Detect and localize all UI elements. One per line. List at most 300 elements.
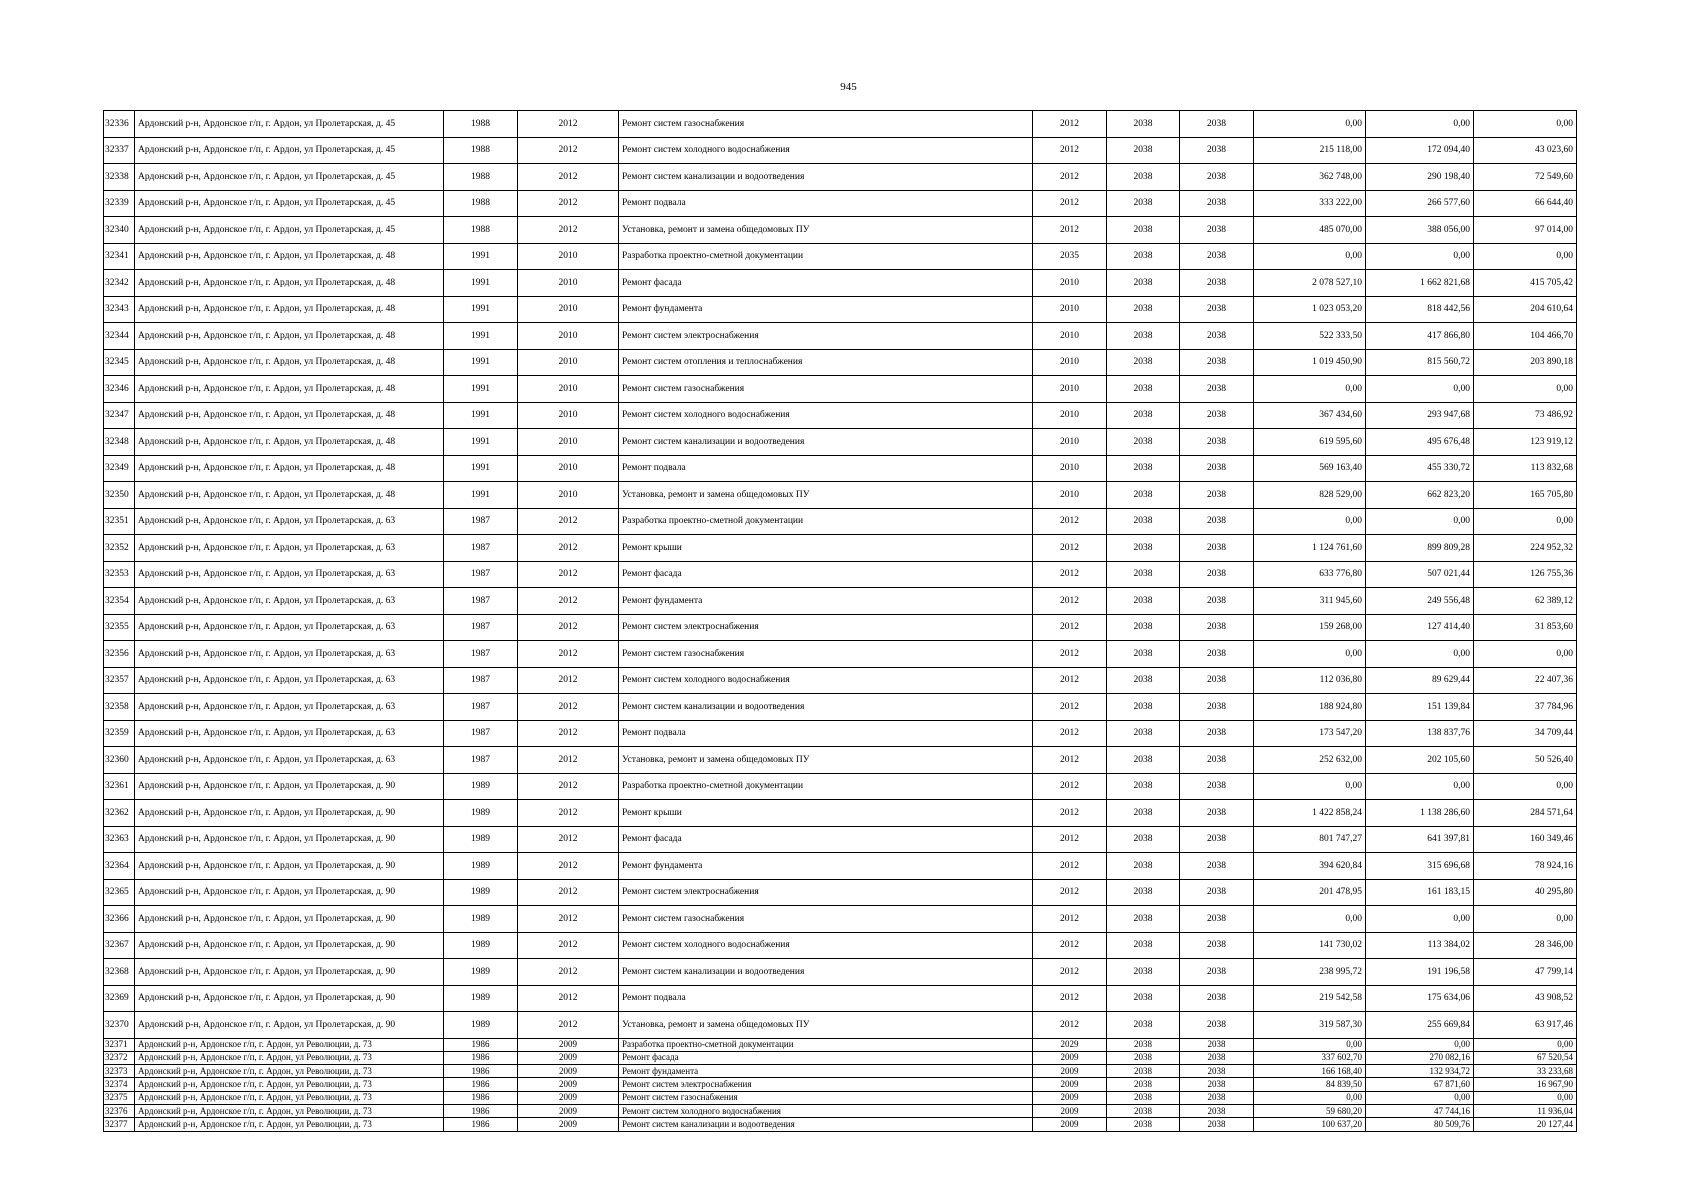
- cell-address: Ардонский р-н, Ардонское г/п, г. Ардон, ул Пролетарская, д. 63: [135, 667, 444, 694]
- cell-total-cost: 188 924,80: [1254, 694, 1366, 721]
- cell-row-id: 32363: [104, 826, 135, 853]
- cell-address: Ардонский р-н, Ардонское г/п, г. Ардон, ул Революции, д. 73: [135, 1065, 444, 1078]
- cell-work-type: Ремонт систем газоснабжения: [619, 111, 1033, 138]
- cell-fund-cost: 0,00: [1366, 1091, 1474, 1104]
- cell-total-cost: 159 268,00: [1254, 614, 1366, 641]
- cell-address: Ардонский р-н, Ардонское г/п, г. Ардон, ул Пролетарская, д. 63: [135, 508, 444, 535]
- cell-owner-cost: 66 644,40: [1474, 190, 1577, 217]
- cell-deadline: 2038: [1180, 1104, 1254, 1117]
- cell-deadline: 2038: [1180, 482, 1254, 509]
- cell-built-year: 1989: [444, 879, 518, 906]
- cell-deadline: 2038: [1180, 1012, 1254, 1039]
- cell-work-type: Ремонт систем холодного водоснабжения: [619, 1104, 1033, 1117]
- cell-fund-cost: 47 744,16: [1366, 1104, 1474, 1117]
- cell-work-type: Ремонт фасада: [619, 826, 1033, 853]
- cell-work-type: Ремонт систем газоснабжения: [619, 1091, 1033, 1104]
- cell-owner-cost: 43 908,52: [1474, 985, 1577, 1012]
- cell-row-id: 32358: [104, 694, 135, 721]
- cell-owner-cost: 31 853,60: [1474, 614, 1577, 641]
- cell-address: Ардонский р-н, Ардонское г/п, г. Ардон, ул Пролетарская, д. 63: [135, 614, 444, 641]
- cell-planned-start: 2009: [1033, 1118, 1107, 1131]
- cell-planned-end: 2038: [1107, 773, 1180, 800]
- cell-fund-cost: 899 809,28: [1366, 535, 1474, 562]
- cell-built-year: 1991: [444, 455, 518, 482]
- cell-work-type: Ремонт систем холодного водоснабжения: [619, 137, 1033, 164]
- cell-deadline: 2038: [1180, 270, 1254, 297]
- cell-total-cost: 337 602,70: [1254, 1051, 1366, 1064]
- cell-owner-cost: 0,00: [1474, 641, 1577, 668]
- cell-work-type: Установка, ремонт и замена общедомовых ПУ: [619, 1012, 1033, 1039]
- cell-address: Ардонский р-н, Ардонское г/п, г. Ардон, ул Пролетарская, д. 63: [135, 720, 444, 747]
- cell-deadline: 2038: [1180, 296, 1254, 323]
- cell-built-year: 1987: [444, 561, 518, 588]
- cell-row-id: 32373: [104, 1065, 135, 1078]
- cell-planned-start: 2012: [1033, 879, 1107, 906]
- cell-built-year: 1987: [444, 588, 518, 615]
- cell-fund-cost: 455 330,72: [1366, 455, 1474, 482]
- cell-built-year: 1991: [444, 429, 518, 456]
- table-row: [104, 614, 1577, 641]
- cell-built-year: 1986: [444, 1118, 518, 1131]
- cell-work-type: Ремонт систем холодного водоснабжения: [619, 932, 1033, 959]
- cell-total-cost: 362 748,00: [1254, 164, 1366, 191]
- cell-planned-start: 2012: [1033, 588, 1107, 615]
- cell-total-cost: 112 036,80: [1254, 667, 1366, 694]
- cell-deadline: 2038: [1180, 217, 1254, 244]
- cell-last-repair-year: 2012: [518, 694, 619, 721]
- cell-deadline: 2038: [1180, 694, 1254, 721]
- table-row: [104, 429, 1577, 456]
- cell-planned-start: 2012: [1033, 985, 1107, 1012]
- cell-last-repair-year: 2009: [518, 1091, 619, 1104]
- cell-owner-cost: 50 526,40: [1474, 747, 1577, 774]
- cell-owner-cost: 0,00: [1474, 906, 1577, 933]
- cell-built-year: 1986: [444, 1051, 518, 1064]
- cell-deadline: 2038: [1180, 1065, 1254, 1078]
- cell-fund-cost: 641 397,81: [1366, 826, 1474, 853]
- cell-built-year: 1986: [444, 1078, 518, 1091]
- cell-total-cost: 522 333,50: [1254, 323, 1366, 350]
- cell-fund-cost: 266 577,60: [1366, 190, 1474, 217]
- cell-last-repair-year: 2010: [518, 349, 619, 376]
- cell-fund-cost: 417 866,80: [1366, 323, 1474, 350]
- table-row: [104, 323, 1577, 350]
- cell-work-type: Установка, ремонт и замена общедомовых ПУ: [619, 217, 1033, 244]
- cell-planned-start: 2012: [1033, 959, 1107, 986]
- table-row: [104, 826, 1577, 853]
- cell-deadline: 2038: [1180, 720, 1254, 747]
- cell-planned-end: 2038: [1107, 853, 1180, 880]
- cell-row-id: 32341: [104, 243, 135, 270]
- table-row: [104, 1091, 1577, 1104]
- cell-planned-start: 2012: [1033, 826, 1107, 853]
- cell-row-id: 32367: [104, 932, 135, 959]
- cell-planned-end: 2038: [1107, 217, 1180, 244]
- cell-built-year: 1987: [444, 614, 518, 641]
- cell-last-repair-year: 2009: [518, 1104, 619, 1117]
- cell-planned-end: 2038: [1107, 1091, 1180, 1104]
- cell-planned-end: 2038: [1107, 1104, 1180, 1117]
- cell-planned-end: 2038: [1107, 243, 1180, 270]
- cell-address: Ардонский р-н, Ардонское г/п, г. Ардон, ул Революции, д. 73: [135, 1118, 444, 1131]
- cell-planned-end: 2038: [1107, 376, 1180, 403]
- cell-fund-cost: 0,00: [1366, 773, 1474, 800]
- table-row: [104, 243, 1577, 270]
- cell-last-repair-year: 2009: [518, 1065, 619, 1078]
- cell-planned-start: 2012: [1033, 1012, 1107, 1039]
- cell-work-type: Разработка проектно-сметной документации: [619, 1038, 1033, 1051]
- cell-fund-cost: 0,00: [1366, 641, 1474, 668]
- cell-planned-start: 2012: [1033, 667, 1107, 694]
- cell-row-id: 32345: [104, 349, 135, 376]
- table-row: [104, 720, 1577, 747]
- cell-built-year: 1988: [444, 164, 518, 191]
- cell-work-type: Ремонт систем канализации и водоотведения: [619, 164, 1033, 191]
- cell-planned-start: 2009: [1033, 1065, 1107, 1078]
- cell-total-cost: 215 118,00: [1254, 137, 1366, 164]
- cell-address: Ардонский р-н, Ардонское г/п, г. Ардон, ул Пролетарская, д. 90: [135, 932, 444, 959]
- cell-owner-cost: 33 233,68: [1474, 1065, 1577, 1078]
- cell-total-cost: 141 730,02: [1254, 932, 1366, 959]
- cell-planned-end: 2038: [1107, 296, 1180, 323]
- cell-planned-end: 2038: [1107, 667, 1180, 694]
- cell-fund-cost: 270 082,16: [1366, 1051, 1474, 1064]
- cell-row-id: 32336: [104, 111, 135, 138]
- cell-address: Ардонский р-н, Ардонское г/п, г. Ардон, ул Пролетарская, д. 63: [135, 747, 444, 774]
- cell-built-year: 1988: [444, 217, 518, 244]
- cell-row-id: 32348: [104, 429, 135, 456]
- cell-built-year: 1987: [444, 667, 518, 694]
- cell-last-repair-year: 2012: [518, 826, 619, 853]
- cell-built-year: 1986: [444, 1065, 518, 1078]
- cell-built-year: 1989: [444, 932, 518, 959]
- cell-fund-cost: 290 198,40: [1366, 164, 1474, 191]
- cell-address: Ардонский р-н, Ардонское г/п, г. Ардон, ул Пролетарская, д. 63: [135, 561, 444, 588]
- cell-row-id: 32372: [104, 1051, 135, 1064]
- cell-owner-cost: 47 799,14: [1474, 959, 1577, 986]
- cell-total-cost: 367 434,60: [1254, 402, 1366, 429]
- cell-address: Ардонский р-н, Ардонское г/п, г. Ардон, ул Пролетарская, д. 45: [135, 111, 444, 138]
- cell-work-type: Ремонт систем канализации и водоотведения: [619, 959, 1033, 986]
- cell-row-id: 32344: [104, 323, 135, 350]
- cell-fund-cost: 255 669,84: [1366, 1012, 1474, 1039]
- cell-owner-cost: 104 466,70: [1474, 323, 1577, 350]
- table-row: [104, 747, 1577, 774]
- cell-work-type: Ремонт систем холодного водоснабжения: [619, 402, 1033, 429]
- cell-deadline: 2038: [1180, 1078, 1254, 1091]
- cell-work-type: Ремонт фасада: [619, 1051, 1033, 1064]
- cell-address: Ардонский р-н, Ардонское г/п, г. Ардон, ул Революции, д. 73: [135, 1091, 444, 1104]
- cell-deadline: 2038: [1180, 773, 1254, 800]
- cell-total-cost: 2 078 527,10: [1254, 270, 1366, 297]
- cell-address: Ардонский р-н, Ардонское г/п, г. Ардон, ул Пролетарская, д. 48: [135, 429, 444, 456]
- cell-row-id: 32376: [104, 1104, 135, 1117]
- cell-last-repair-year: 2009: [518, 1051, 619, 1064]
- cell-total-cost: 0,00: [1254, 508, 1366, 535]
- cell-built-year: 1991: [444, 349, 518, 376]
- table-row: [104, 1051, 1577, 1064]
- cell-fund-cost: 138 837,76: [1366, 720, 1474, 747]
- cell-owner-cost: 62 389,12: [1474, 588, 1577, 615]
- cell-last-repair-year: 2012: [518, 667, 619, 694]
- cell-owner-cost: 72 549,60: [1474, 164, 1577, 191]
- cell-work-type: Разработка проектно-сметной документации: [619, 508, 1033, 535]
- cell-row-id: 32347: [104, 402, 135, 429]
- cell-planned-start: 2010: [1033, 482, 1107, 509]
- table-row: [104, 800, 1577, 827]
- cell-row-id: 32356: [104, 641, 135, 668]
- cell-last-repair-year: 2012: [518, 508, 619, 535]
- cell-deadline: 2038: [1180, 137, 1254, 164]
- cell-work-type: Ремонт систем электроснабжения: [619, 1078, 1033, 1091]
- table-row: [104, 164, 1577, 191]
- cell-planned-end: 2038: [1107, 720, 1180, 747]
- cell-planned-start: 2012: [1033, 747, 1107, 774]
- cell-fund-cost: 161 183,15: [1366, 879, 1474, 906]
- cell-planned-start: 2012: [1033, 720, 1107, 747]
- cell-owner-cost: 284 571,64: [1474, 800, 1577, 827]
- cell-last-repair-year: 2010: [518, 270, 619, 297]
- cell-work-type: Ремонт фундамента: [619, 853, 1033, 880]
- cell-row-id: 32342: [104, 270, 135, 297]
- cell-planned-start: 2012: [1033, 641, 1107, 668]
- cell-planned-start: 2012: [1033, 614, 1107, 641]
- cell-planned-start: 2012: [1033, 137, 1107, 164]
- cell-row-id: 32377: [104, 1118, 135, 1131]
- cell-owner-cost: 165 705,80: [1474, 482, 1577, 509]
- cell-work-type: Ремонт подвала: [619, 190, 1033, 217]
- table-row: [104, 482, 1577, 509]
- cell-planned-start: 2012: [1033, 773, 1107, 800]
- cell-owner-cost: 0,00: [1474, 111, 1577, 138]
- cell-total-cost: 59 680,20: [1254, 1104, 1366, 1117]
- cell-built-year: 1987: [444, 694, 518, 721]
- cell-last-repair-year: 2012: [518, 906, 619, 933]
- cell-address: Ардонский р-н, Ардонское г/п, г. Ардон, ул Пролетарская, д. 48: [135, 482, 444, 509]
- cell-built-year: 1986: [444, 1104, 518, 1117]
- cell-address: Ардонский р-н, Ардонское г/п, г. Ардон, ул Революции, д. 73: [135, 1078, 444, 1091]
- cell-built-year: 1987: [444, 720, 518, 747]
- cell-built-year: 1989: [444, 773, 518, 800]
- cell-built-year: 1989: [444, 826, 518, 853]
- cell-planned-end: 2038: [1107, 800, 1180, 827]
- table-row: [104, 588, 1577, 615]
- cell-planned-end: 2038: [1107, 641, 1180, 668]
- cell-row-id: 32343: [104, 296, 135, 323]
- cell-deadline: 2038: [1180, 164, 1254, 191]
- cell-planned-start: 2010: [1033, 296, 1107, 323]
- cell-owner-cost: 34 709,44: [1474, 720, 1577, 747]
- cell-total-cost: 619 595,60: [1254, 429, 1366, 456]
- cell-last-repair-year: 2012: [518, 137, 619, 164]
- cell-deadline: 2038: [1180, 243, 1254, 270]
- cell-work-type: Разработка проектно-сметной документации: [619, 243, 1033, 270]
- cell-total-cost: 1 023 053,20: [1254, 296, 1366, 323]
- cell-address: Ардонский р-н, Ардонское г/п, г. Ардон, ул Пролетарская, д. 63: [135, 535, 444, 562]
- cell-address: Ардонский р-н, Ардонское г/п, г. Ардон, ул Пролетарская, д. 90: [135, 826, 444, 853]
- cell-last-repair-year: 2012: [518, 879, 619, 906]
- cell-total-cost: 0,00: [1254, 111, 1366, 138]
- cell-planned-end: 2038: [1107, 588, 1180, 615]
- cell-planned-start: 2012: [1033, 853, 1107, 880]
- cell-planned-start: 2010: [1033, 429, 1107, 456]
- cell-total-cost: 569 163,40: [1254, 455, 1366, 482]
- cell-total-cost: 801 747,27: [1254, 826, 1366, 853]
- table-row: [104, 561, 1577, 588]
- cell-row-id: 32365: [104, 879, 135, 906]
- cell-deadline: 2038: [1180, 349, 1254, 376]
- cell-planned-end: 2038: [1107, 349, 1180, 376]
- cell-last-repair-year: 2012: [518, 111, 619, 138]
- cell-built-year: 1989: [444, 985, 518, 1012]
- cell-work-type: Ремонт систем газоснабжения: [619, 641, 1033, 668]
- cell-total-cost: 0,00: [1254, 243, 1366, 270]
- cell-deadline: 2038: [1180, 111, 1254, 138]
- cell-deadline: 2038: [1180, 879, 1254, 906]
- cell-row-id: 32350: [104, 482, 135, 509]
- cell-row-id: 32369: [104, 985, 135, 1012]
- cell-owner-cost: 28 346,00: [1474, 932, 1577, 959]
- cell-work-type: Ремонт систем отопления и теплоснабжения: [619, 349, 1033, 376]
- cell-address: Ардонский р-н, Ардонское г/п, г. Ардон, ул Пролетарская, д. 63: [135, 694, 444, 721]
- cell-address: Ардонский р-н, Ардонское г/п, г. Ардон, ул Пролетарская, д. 48: [135, 296, 444, 323]
- cell-planned-end: 2038: [1107, 270, 1180, 297]
- cell-deadline: 2038: [1180, 561, 1254, 588]
- cell-last-repair-year: 2012: [518, 747, 619, 774]
- cell-address: Ардонский р-н, Ардонское г/п, г. Ардон, ул Революции, д. 73: [135, 1038, 444, 1051]
- cell-planned-start: 2029: [1033, 1038, 1107, 1051]
- cell-owner-cost: 0,00: [1474, 1038, 1577, 1051]
- cell-fund-cost: 507 021,44: [1366, 561, 1474, 588]
- cell-deadline: 2038: [1180, 747, 1254, 774]
- cell-owner-cost: 16 967,90: [1474, 1078, 1577, 1091]
- cell-work-type: Ремонт фундамента: [619, 588, 1033, 615]
- cell-total-cost: 0,00: [1254, 641, 1366, 668]
- cell-planned-end: 2038: [1107, 429, 1180, 456]
- cell-owner-cost: 0,00: [1474, 508, 1577, 535]
- cell-last-repair-year: 2012: [518, 190, 619, 217]
- cell-address: Ардонский р-н, Ардонское г/п, г. Ардон, ул Пролетарская, д. 90: [135, 906, 444, 933]
- cell-built-year: 1987: [444, 508, 518, 535]
- cell-deadline: 2038: [1180, 985, 1254, 1012]
- cell-last-repair-year: 2010: [518, 455, 619, 482]
- cell-planned-start: 2035: [1033, 243, 1107, 270]
- cell-row-id: 32353: [104, 561, 135, 588]
- cell-last-repair-year: 2012: [518, 853, 619, 880]
- table-row: [104, 879, 1577, 906]
- page-number: 945: [840, 81, 857, 93]
- cell-owner-cost: 203 890,18: [1474, 349, 1577, 376]
- table-row: [104, 959, 1577, 986]
- cell-address: Ардонский р-н, Ардонское г/п, г. Ардон, ул Пролетарская, д. 63: [135, 588, 444, 615]
- cell-last-repair-year: 2012: [518, 217, 619, 244]
- cell-last-repair-year: 2012: [518, 959, 619, 986]
- table-row: [104, 1012, 1577, 1039]
- cell-fund-cost: 293 947,68: [1366, 402, 1474, 429]
- cell-row-id: 32355: [104, 614, 135, 641]
- cell-owner-cost: 0,00: [1474, 1091, 1577, 1104]
- cell-planned-start: 2012: [1033, 932, 1107, 959]
- cell-row-id: 32366: [104, 906, 135, 933]
- cell-planned-start: 2012: [1033, 694, 1107, 721]
- cell-planned-start: 2012: [1033, 561, 1107, 588]
- cell-planned-end: 2038: [1107, 164, 1180, 191]
- cell-total-cost: 485 070,00: [1254, 217, 1366, 244]
- cell-fund-cost: 0,00: [1366, 508, 1474, 535]
- cell-row-id: 32360: [104, 747, 135, 774]
- cell-last-repair-year: 2009: [518, 1038, 619, 1051]
- cell-built-year: 1991: [444, 270, 518, 297]
- cell-fund-cost: 388 056,00: [1366, 217, 1474, 244]
- cell-owner-cost: 43 023,60: [1474, 137, 1577, 164]
- cell-work-type: Ремонт систем электроснабжения: [619, 323, 1033, 350]
- cell-address: Ардонский р-н, Ардонское г/п, г. Ардон, ул Пролетарская, д. 90: [135, 959, 444, 986]
- cell-planned-end: 2038: [1107, 1118, 1180, 1131]
- cell-total-cost: 633 776,80: [1254, 561, 1366, 588]
- cell-fund-cost: 662 823,20: [1366, 482, 1474, 509]
- cell-last-repair-year: 2010: [518, 482, 619, 509]
- cell-planned-end: 2038: [1107, 879, 1180, 906]
- cell-deadline: 2038: [1180, 429, 1254, 456]
- cell-address: Ардонский р-н, Ардонское г/п, г. Ардон, ул Пролетарская, д. 48: [135, 323, 444, 350]
- cell-work-type: Ремонт подвала: [619, 985, 1033, 1012]
- cell-last-repair-year: 2010: [518, 402, 619, 429]
- cell-address: Ардонский р-н, Ардонское г/п, г. Ардон, ул Пролетарская, д. 90: [135, 853, 444, 880]
- cell-row-id: 32339: [104, 190, 135, 217]
- cell-fund-cost: 172 094,40: [1366, 137, 1474, 164]
- cell-work-type: Ремонт фасада: [619, 561, 1033, 588]
- cell-last-repair-year: 2010: [518, 296, 619, 323]
- cell-planned-end: 2038: [1107, 1065, 1180, 1078]
- cell-owner-cost: 160 349,46: [1474, 826, 1577, 853]
- cell-planned-end: 2038: [1107, 1051, 1180, 1064]
- table-row: [104, 535, 1577, 562]
- table-row: [104, 932, 1577, 959]
- cell-row-id: 32337: [104, 137, 135, 164]
- cell-deadline: 2038: [1180, 1038, 1254, 1051]
- cell-planned-end: 2038: [1107, 1078, 1180, 1091]
- cell-last-repair-year: 2012: [518, 720, 619, 747]
- cell-address: Ардонский р-н, Ардонское г/п, г. Ардон, ул Пролетарская, д. 48: [135, 455, 444, 482]
- cell-address: Ардонский р-н, Ардонское г/п, г. Ардон, ул Пролетарская, д. 48: [135, 376, 444, 403]
- cell-work-type: Ремонт систем газоснабжения: [619, 376, 1033, 403]
- cell-planned-start: 2010: [1033, 349, 1107, 376]
- cell-planned-end: 2038: [1107, 455, 1180, 482]
- cell-planned-start: 2010: [1033, 376, 1107, 403]
- cell-fund-cost: 0,00: [1366, 111, 1474, 138]
- cell-owner-cost: 20 127,44: [1474, 1118, 1577, 1131]
- cell-work-type: Установка, ремонт и замена общедомовых ПУ: [619, 747, 1033, 774]
- cell-built-year: 1991: [444, 296, 518, 323]
- cell-total-cost: 252 632,00: [1254, 747, 1366, 774]
- cell-owner-cost: 37 784,96: [1474, 694, 1577, 721]
- cell-row-id: 32354: [104, 588, 135, 615]
- table-row: [104, 349, 1577, 376]
- cell-work-type: Разработка проектно-сметной документации: [619, 773, 1033, 800]
- table-row: [104, 1078, 1577, 1091]
- cell-work-type: Ремонт систем канализации и водоотведения: [619, 429, 1033, 456]
- cell-owner-cost: 224 952,32: [1474, 535, 1577, 562]
- cell-address: Ардонский р-н, Ардонское г/п, г. Ардон, ул Пролетарская, д. 90: [135, 800, 444, 827]
- table-row: [104, 773, 1577, 800]
- cell-built-year: 1988: [444, 111, 518, 138]
- cell-row-id: 32370: [104, 1012, 135, 1039]
- cell-total-cost: 0,00: [1254, 1038, 1366, 1051]
- cell-address: Ардонский р-н, Ардонское г/п, г. Ардон, ул Пролетарская, д. 90: [135, 879, 444, 906]
- cell-deadline: 2038: [1180, 588, 1254, 615]
- cell-row-id: 32346: [104, 376, 135, 403]
- cell-address: Ардонский р-н, Ардонское г/п, г. Ардон, ул Пролетарская, д. 48: [135, 270, 444, 297]
